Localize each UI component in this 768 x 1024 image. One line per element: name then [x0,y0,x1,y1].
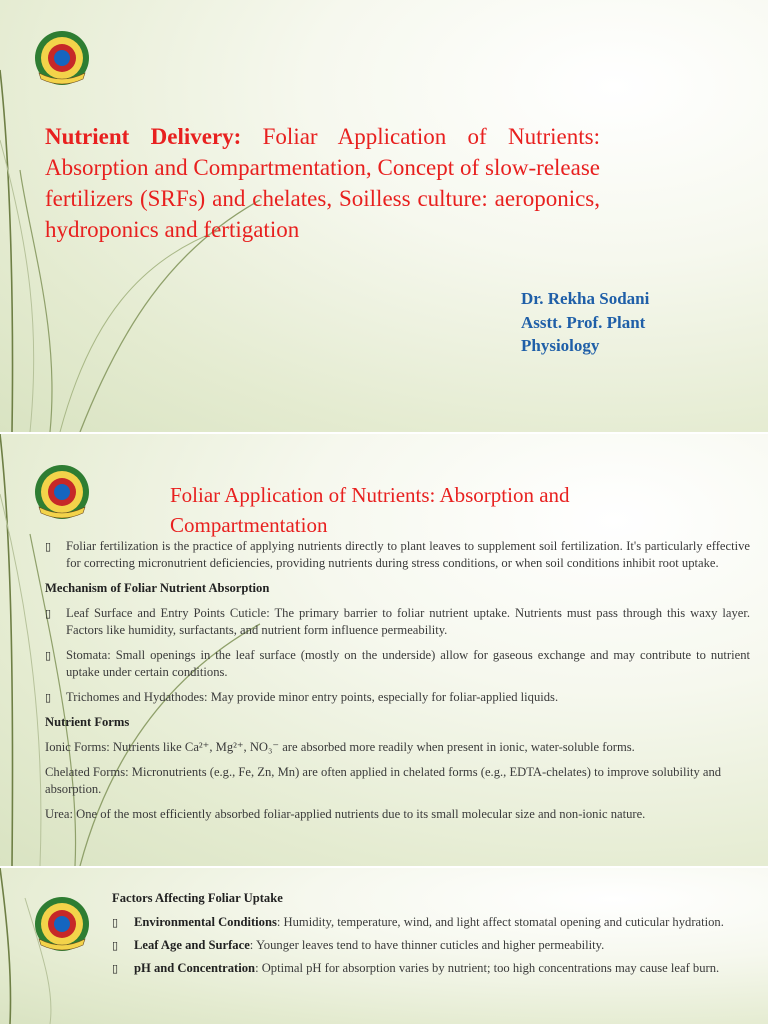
mechanism-stomata: Stomata: Small openings in the leaf surface (mostly on the underside) allow for gaseous exchange and may contribute to nutrient uptake under certain conditions. [66,648,750,679]
forms-heading: Nutrient Forms [45,715,130,729]
university-emblem-icon [33,895,91,953]
square-bullet-icon: ▯ [45,649,52,662]
slide-2-body [45,538,750,831]
author-name: Dr. Rekha Sodani [521,289,650,308]
author-department: Physiology [521,336,600,355]
slide-2-title: Foliar Application of Nutrients: Absorption and Compartmentation [170,483,570,537]
factor-text: : Optimal pH for absorption varies by nutrient; too high concentrations may cause leaf burn. [255,961,720,975]
title-bold-part: Nutrient Delivery: [45,124,242,149]
bullet-item [45,647,750,681]
university-emblem-icon [33,463,91,521]
university-emblem-icon [33,29,91,87]
form-ionic: Ionic Forms: Nutrients like Ca²⁺, Mg²⁺, NO₃⁻ are absorbed more readily when present in ionic, water-soluble forms. [45,740,635,754]
square-bullet-icon: ▯ [112,962,119,975]
mechanism-trichomes: Trichomes and Hydathodes: May provide minor entry points, especially for foliar-applied liquids. [66,690,559,704]
square-bullet-icon: ▯ [45,691,52,704]
mechanism-cuticle: Leaf Surface and Entry Points Cuticle: The primary barrier to foliar nutrient uptake. Nutrients must pass through this waxy layer. Factors like humidity, surfactants, and nutrient form influence permeability. [66,606,750,637]
intro-text: Foliar fertilization is the practice of applying nutrients directly to plant leaves to supplement soil fertilization. It's particularly effective for correcting micronutrient deficiencies, providing nutrients during stress conditions, or when soil conditions inhibit root uptake. [66,539,750,570]
factors-heading: Factors Affecting Foliar Uptake [112,891,283,905]
bullet-item [112,937,742,954]
form-chelated: Chelated Forms: Micronutrients (e.g., Fe, Zn, Mn) are often applied in chelated forms (e.g., EDTA-chelates) to improve solubility and absorption. [45,765,722,796]
slide-1-title [45,121,600,245]
bullet-item [45,689,750,706]
square-bullet-icon: ▯ [112,939,119,952]
title-rest-part: Foliar Application of Nutrients: Absorption and Compartmentation, Concept of slow-release fertilizers (SRFs) and chelates, Soilless culture: aeroponics, hydroponics and fertigation [45,124,600,242]
factor-label: pH and Concentration [134,961,256,975]
factor-label: Leaf Age and Surface [134,938,250,952]
factor-text: : Younger leaves tend to have thinner cuticles and higher permeability. [249,938,605,952]
bullet-item [45,538,750,572]
bullet-item [112,914,742,931]
slide-1 [0,0,768,432]
slide-3-body [112,890,742,983]
author-block [521,287,649,358]
bullet-item [45,605,750,639]
form-urea: Urea: One of the most efficiently absorbed foliar-applied nutrients due to its small molecular size and non-ionic nature. [45,807,646,821]
factor-label: Environmental Conditions [134,915,277,929]
bullet-item [112,960,742,977]
square-bullet-icon: ▯ [112,916,119,929]
author-designation: Asstt. Prof. Plant [521,312,646,332]
slide-2 [0,434,768,866]
factor-text: : Humidity, temperature, wind, and light affect stomatal opening and cuticular hydration. [276,915,724,929]
mechanism-heading: Mechanism of Foliar Nutrient Absorption [45,581,270,595]
square-bullet-icon: ▯ [45,540,52,553]
slide-3 [0,868,768,1024]
square-bullet-icon: ▯ [45,607,52,620]
